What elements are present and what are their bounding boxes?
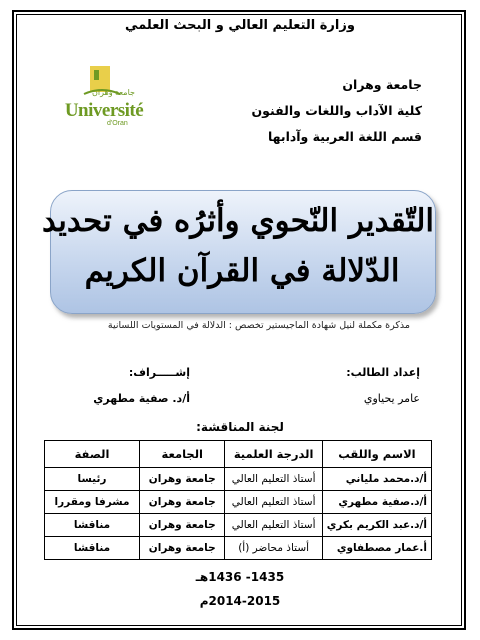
member-rank: أستاذ التعليم العالي <box>225 468 322 491</box>
committee-table <box>44 440 432 560</box>
member-role: رئيسا <box>45 468 140 491</box>
member-role: مناقشا <box>45 514 140 537</box>
table-header-row <box>45 441 432 468</box>
supervisor-name: أ/د. صفية مطهري <box>93 392 190 405</box>
header-university: الجامعة <box>139 441 224 468</box>
member-role: مشرفا ومقررا <box>45 491 140 514</box>
logo-subtitle: d'Oran <box>107 120 128 127</box>
table-row <box>45 537 432 560</box>
logo-figure-shape <box>94 70 99 80</box>
member-name: أ/د.محمد ملياني <box>322 468 431 491</box>
preparation-label: إعداد الطالب: <box>346 366 420 379</box>
university-logo <box>62 64 146 134</box>
member-university: جامعة وهران <box>139 514 224 537</box>
faculty-name: كلية الآداب واللغات والفنون <box>251 103 422 118</box>
header-role: الصفة <box>45 441 140 468</box>
logo-arabic-text: جامعة وهران <box>92 88 135 97</box>
header-name: الاسم واللقب <box>322 441 431 468</box>
logo-wordmark: Université <box>64 100 144 121</box>
member-name: أ.عمار مصطفاوي <box>322 537 431 560</box>
member-rank: أستاذ محاضر (أ) <box>225 537 322 560</box>
member-university: جامعة وهران <box>139 468 224 491</box>
member-name: أ/د.صفية مطهري <box>322 491 431 514</box>
member-university: جامعة وهران <box>139 491 224 514</box>
member-university: جامعة وهران <box>139 537 224 560</box>
university-name: جامعة وهران <box>342 77 422 92</box>
header-rank: الدرجة العلمية <box>225 441 322 468</box>
member-rank: أستاذ التعليم العالي <box>225 514 322 537</box>
supervision-label: إشـــــراف: <box>128 366 190 379</box>
thesis-title-line2: الدّلالة في القرآن الكريم <box>84 253 400 289</box>
committee-title: لجنة المناقشة: <box>196 420 284 434</box>
institution-block <box>252 72 422 150</box>
table-row <box>45 468 432 491</box>
ministry-heading: وزارة التعليم العالي و البحث العلمي <box>125 18 355 33</box>
department-name: قسم اللغة العربية وآدابها <box>267 129 422 144</box>
hijri-year: 1435- 1436هـ <box>195 570 285 584</box>
gregorian-year: 2014-2015م <box>199 594 281 608</box>
student-name: عامر يحياوي <box>363 392 420 405</box>
member-role: مناقشا <box>45 537 140 560</box>
memo-description: مذكرة مكملة لنيل شهادة الماجيستير تخصص : الدلالة في المستويات اللسانية <box>107 320 410 331</box>
member-name: أ/د.عبد الكريم بكري <box>322 514 431 537</box>
table-row <box>45 514 432 537</box>
member-rank: أستاذ التعليم العالي <box>225 491 322 514</box>
table-row <box>45 491 432 514</box>
logo-emblem-icon <box>62 64 146 104</box>
thesis-title-line1: التّقدير النّحوي وأثرُه في تحديد <box>42 203 434 239</box>
